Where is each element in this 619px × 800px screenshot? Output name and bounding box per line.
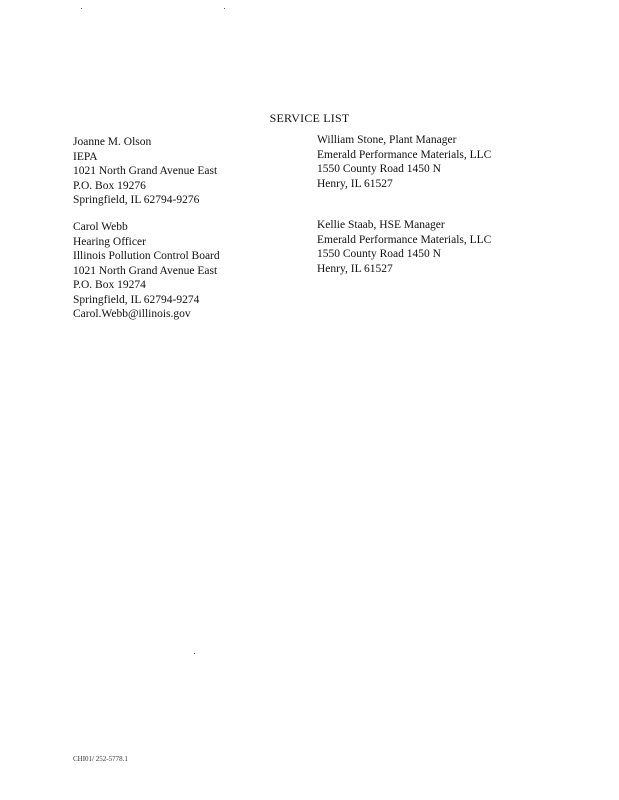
entry-line: Henry, IL 61527: [317, 177, 393, 190]
entry-line: Emerald Performance Materials, LLC: [317, 233, 492, 246]
service-entry-stone: [317, 133, 491, 191]
document-title: SERVICE LIST: [269, 111, 350, 125]
entry-line: P.O. Box 19276: [73, 179, 146, 192]
entry-line: 1021 North Grand Avenue East: [73, 264, 218, 277]
entry-line: Joanne M. Olson: [73, 136, 152, 148]
service-entry-staab: [317, 218, 491, 276]
entry-line: William Stone, Plant Manager: [317, 134, 457, 146]
entry-line: Kellie Staab, HSE Manager: [317, 219, 445, 231]
entry-line: IEPA: [73, 150, 98, 163]
document-footer-id: CHI01/ 252-5778.1: [73, 755, 128, 763]
entry-line: Emerald Performance Materials, LLC: [317, 148, 492, 161]
entry-line: Springfield, IL 62794-9276: [73, 194, 200, 206]
entry-line: 1550 County Road 1450 N: [317, 248, 441, 260]
entry-line: Henry, IL 61527: [317, 262, 393, 275]
entry-line: Carol Webb: [73, 221, 128, 233]
service-entry-webb: [73, 220, 220, 322]
entry-line: P.O. Box 19274: [73, 279, 146, 291]
scan-speck: [81, 8, 82, 9]
scan-speck: [194, 653, 195, 654]
entry-line: Hearing Officer: [73, 235, 146, 248]
scan-speck: [224, 8, 225, 9]
entry-line: Illinois Pollution Control Board: [73, 250, 220, 262]
entry-line: Springfield, IL 62794-9274: [73, 293, 200, 306]
entry-line: 1021 North Grand Avenue East: [73, 165, 218, 177]
service-entry-olson: [73, 135, 217, 208]
entry-line: 1550 County Road 1450 N: [317, 163, 441, 175]
entry-line email: Carol.Webb@illinois.gov: [73, 308, 191, 320]
